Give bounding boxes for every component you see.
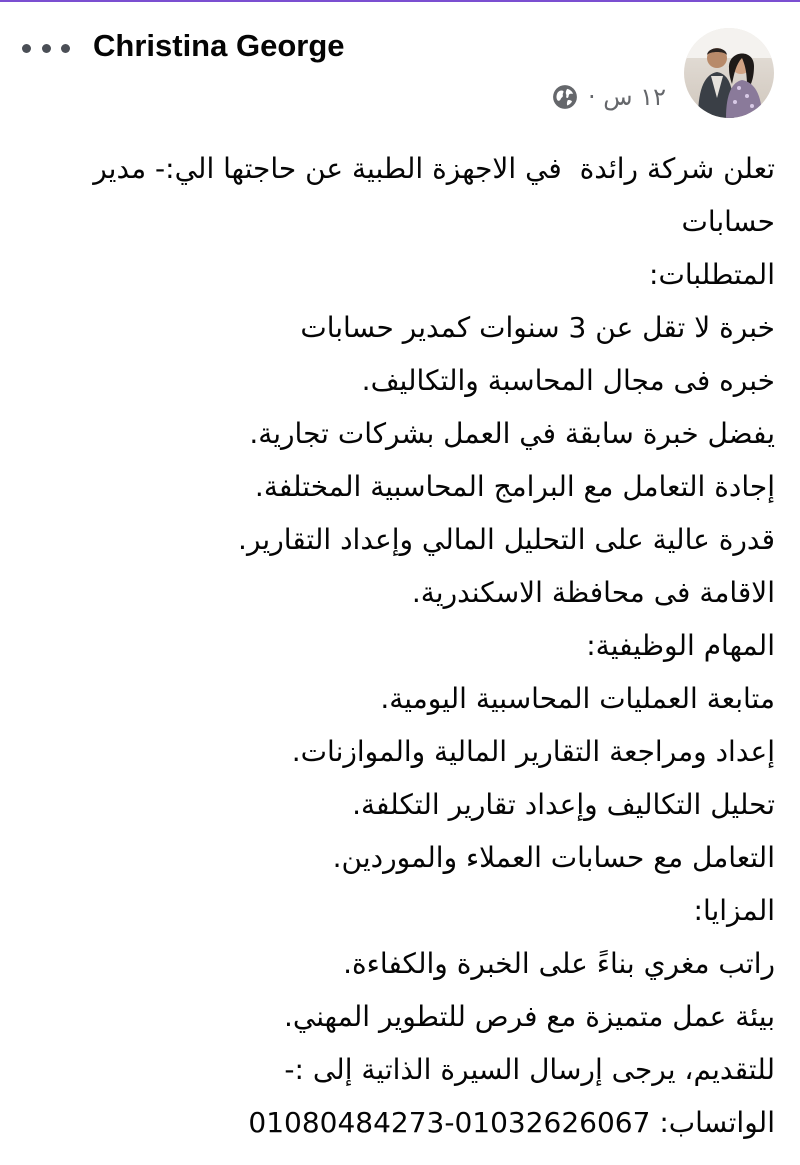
section-heading-benefits: المزايا: [693,894,775,927]
author-name[interactable]: Christina George [93,28,345,63]
post-meta [552,80,666,114]
more-options-button[interactable] [22,38,70,58]
post-line: بيئة عمل متميزة مع فرص للتطوير المهني. [283,1000,775,1033]
top-accent-bar [0,0,800,2]
section-heading-requirements: المتطلبات: [649,258,775,291]
post-line: تعلن شركة رائدة في الاجهزة الطبية عن حاجتها الي:- مدير [93,152,775,185]
post-line: يفضل خبرة سابقة في العمل بشركات تجارية. [249,417,775,450]
post-line: قدرة عالية على التحليل المالي وإعداد التقارير. [238,523,775,556]
more-dot [42,44,51,53]
more-horizontal-icon [22,44,31,53]
avatar[interactable] [684,28,774,118]
more-dot [61,44,70,53]
post-line: راتب مغري بناءً على الخبرة والكفاءة. [343,947,775,980]
post-line: إعداد ومراجعة التقارير المالية والموازنات. [291,735,775,768]
post-line: التعامل مع حسابات العملاء والموردين. [332,841,775,874]
post-line: تحليل التكاليف وإعداد تقارير التكلفة. [352,788,775,821]
post-line: حسابات [681,205,775,238]
post-text [30,142,775,1149]
section-heading-duties: المهام الوظيفية: [586,629,775,662]
post-header [0,20,800,130]
post-line: للتقديم، يرجى إرسال السيرة الذاتية إلى :- [284,1053,775,1086]
post-line: إجادة التعامل مع البرامج المحاسبية المختلفة. [254,470,775,503]
post-line: الاقامة فى محافظة الاسكندرية. [411,576,775,609]
whatsapp-contact: الواتساب: 01032626067-01080484273 [248,1106,775,1139]
post-line: خبره فى مجال المحاسبة والتكاليف. [361,364,775,397]
post-timestamp[interactable]: ١٢ س · [588,83,666,111]
globe-icon [552,84,578,110]
avatar-photo [684,28,774,118]
post-line: متابعة العمليات المحاسبية اليومية. [380,682,775,715]
post-line: خبرة لا تقل عن 3 سنوات كمدير حسابات [300,311,775,344]
